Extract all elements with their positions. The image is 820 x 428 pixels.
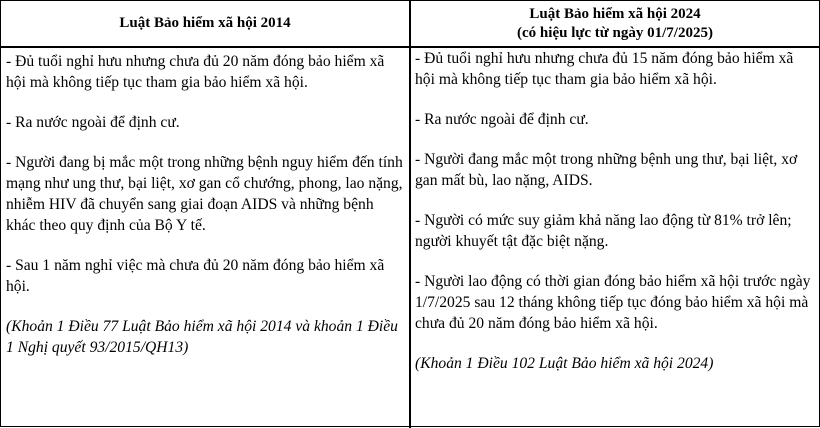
left-column-content	[6, 51, 404, 377]
header-left	[1, 1, 409, 46]
right-item: - Người có mức suy giảm khả năng lao động từ 81% trở lên; người khuyết tật đặc biệt nặng.	[415, 212, 792, 250]
right-citation: (Khoản 1 Điều 102 Luật Bảo hiểm xã hội 2024)	[415, 355, 714, 372]
right-column-content	[415, 48, 815, 393]
header-left-title: Luật Bảo hiểm xã hội 2014	[119, 15, 291, 31]
left-item: - Người đang bị mắc một trong những bệnh nguy hiểm đến tính mạng như ung thư, bại liệt, xơ gan cổ chướng, phong, lao nặng, nhiễm HIV đã chuyển sang giai đoạn AIDS và những bệnh khác theo quy định của Bộ Y tế.	[6, 154, 403, 234]
header-right-title: Luật Bảo hiểm xã hội 2024	[529, 5, 701, 22]
right-item: - Ra nước ngoài để định cư.	[415, 111, 589, 128]
column-divider	[409, 1, 411, 428]
left-item: - Ra nước ngoài để định cư.	[6, 114, 180, 131]
header-right-subtitle: (có hiệu lực từ ngày 01/7/2025)	[517, 24, 713, 41]
right-item: - Người đang mắc một trong những bệnh ung thư, bại liệt, xơ gan mất bù, lao nặng, AIDS.	[415, 151, 798, 189]
left-citation: (Khoản 1 Điều 77 Luật Bảo hiểm xã hội 2014 và khoản 1 Điều 1 Nghị quyết 93/2015/QH13)	[6, 318, 398, 356]
header-right	[411, 1, 819, 46]
right-item: - Người lao động có thời gian đóng bảo hiểm xã hội trước ngày 1/7/2025 sau 12 tháng không tiếp tục đóng bảo hiểm xã hội mà chưa đủ 20 năm đóng bảo hiểm xã hội.	[415, 273, 811, 332]
left-item: - Đủ tuổi nghỉ hưu nhưng chưa đủ 20 năm đóng bảo hiểm xã hội mà không tiếp tục tham gia bảo hiểm xã hội.	[6, 53, 385, 91]
right-item: - Đủ tuổi nghỉ hưu nhưng chưa đủ 15 năm đóng bảo hiểm xã hội mà không tiếp tục tham gia bảo hiểm xã hội.	[415, 50, 794, 88]
left-item: - Sau 1 năm nghỉ việc mà chưa đủ 20 năm đóng bảo hiểm xã hội.	[6, 257, 385, 295]
